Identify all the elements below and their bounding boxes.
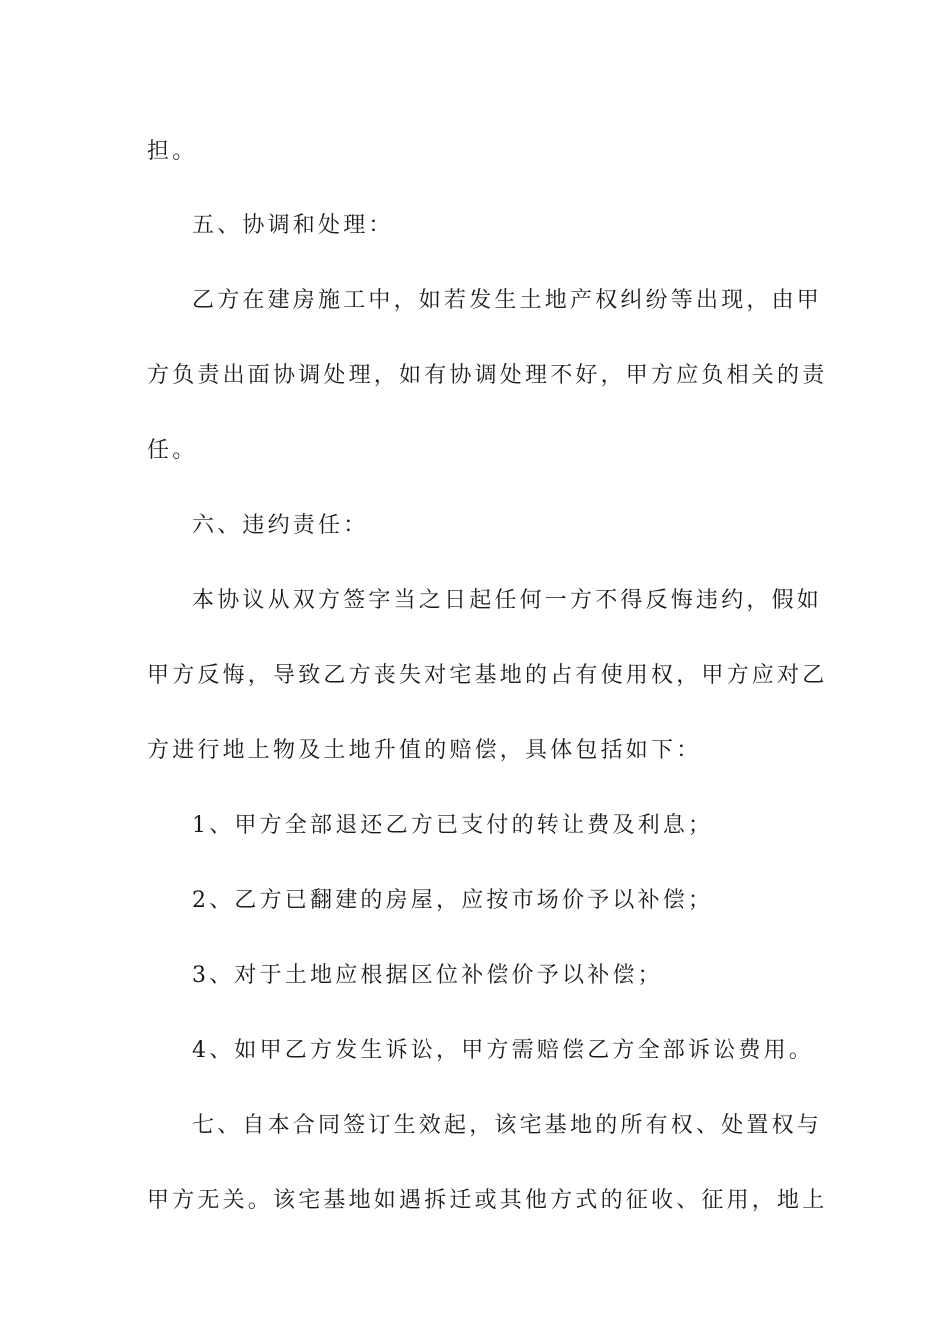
paragraph-line: 方进行地上物及土地升值的赔偿，具体包括如下： [147,738,702,763]
paragraph-line: 甲方无关。该宅基地如遇拆迁或其他方式的征收、征用，地上 [147,1188,828,1213]
paragraph-line: 方负责出面协调处理，如有协调处理不好，甲方应负相关的责 [147,363,828,388]
paragraph-line: 任。 [147,438,198,463]
text-line-continuation: 担。 [147,139,198,164]
section-heading-6: 六、违约责任： [192,513,369,538]
paragraph-line: 甲方反悔，导致乙方丧失对宅基地的占有使用权，甲方应对乙 [147,663,828,688]
paragraph-line: 本协议从双方签字当之日起任何一方不得反悔违约，假如 [192,588,823,613]
paragraph-line: 乙方在建房施工中，如若发生土地产权纠纷等出现，由甲 [192,288,823,313]
section-heading-7: 七、自本合同签订生效起，该宅基地的所有权、处置权与 [192,1113,823,1138]
list-item-4: 4、如甲乙方发生诉讼，甲方需赔偿乙方全部诉讼费用。 [192,1038,814,1063]
list-item-2: 2、乙方已翻建的房屋，应按市场价予以补偿； [192,888,714,913]
list-item-3: 3、对于土地应根据区位补偿价予以补偿； [192,963,663,988]
section-heading-5: 五、协调和处理： [192,213,394,238]
list-item-1: 1、甲方全部退还乙方已支付的转让费及利息； [192,813,714,838]
